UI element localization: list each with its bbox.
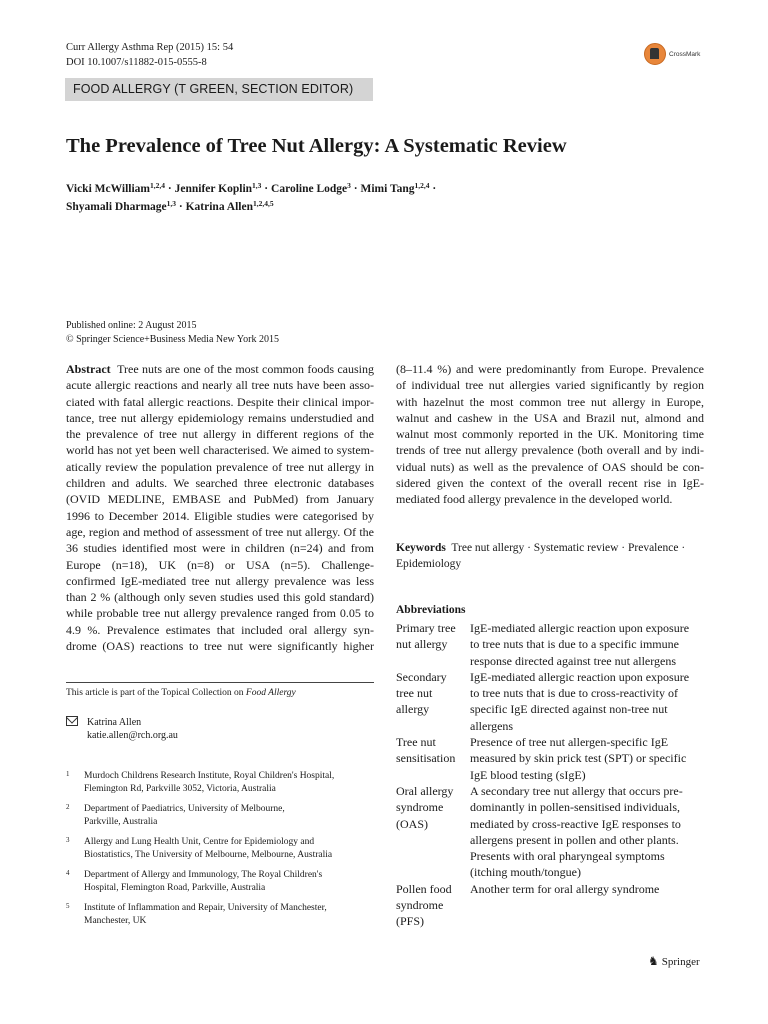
author: Katrina Allen xyxy=(185,201,253,213)
abstract-line: 1996 to December 2014. Eligible studies were categorised by xyxy=(66,508,374,523)
abbreviation-row xyxy=(396,734,708,783)
topical-prefix: This article is part of the Topical Collection on xyxy=(66,688,246,698)
abstract-left-column xyxy=(66,361,374,654)
doi[interactable]: DOI 10.1007/s11882-015-0555-8 xyxy=(66,57,207,68)
author-affiliation-ref: 1,2,4,5 xyxy=(253,199,274,208)
author: Caroline Lodge xyxy=(271,183,348,195)
author-separator: · xyxy=(432,183,437,195)
abstract-line: with hazelnut the most common tree nut allergy in Europe, xyxy=(396,394,704,409)
springer-horse-icon: ♞ xyxy=(648,954,659,968)
abstract-line: walnut most commonly reported in the UK. Monitoring time xyxy=(396,427,704,442)
affiliation: 5 Institute of Inflammation and Repair, University of Manchester, Manchester, UK xyxy=(66,902,327,926)
footnote-divider xyxy=(66,682,374,683)
topical-collection: Food Allergy xyxy=(245,688,296,698)
abbreviation-definition: IgE-mediated allergic reaction upon exposure to tree nuts that is due to cross-reactivity of specific IgE directed against non-tree nut allergens xyxy=(470,669,690,733)
abbreviations-title: Abbreviations xyxy=(396,604,466,616)
author-separator: · xyxy=(178,201,183,213)
author-affiliation-ref: 1,3 xyxy=(166,199,176,208)
abstract-line: age, region and method of assessment of tree nut allergy. Of the xyxy=(66,524,374,539)
abbreviation-term: Oral allergy syndrome (OAS) xyxy=(396,783,454,831)
abstract-label: Abstract xyxy=(66,362,111,376)
crossmark-label: CrossMark xyxy=(669,50,701,58)
abstract-line: atically review the population prevalence of tree nut allergy in xyxy=(66,459,374,474)
author-line-2 xyxy=(66,198,436,216)
abstract-line: sidered given the context of the overall recent rise in IgE- xyxy=(396,476,704,491)
article-title: The Prevalence of Tree Nut Allergy: A Systematic Review xyxy=(66,135,567,157)
author: Mimi Tang xyxy=(360,183,415,195)
author-separator: · xyxy=(167,183,172,195)
crossmark-badge[interactable] xyxy=(644,43,700,65)
affiliation: 3 Allergy and Lung Health Unit, Centre for Epidemiology and Biostatistics, The University of Melbourne, Melbourne, Australia xyxy=(66,836,333,860)
author-list xyxy=(66,180,436,216)
abstract-line: drome (OAS) reactions to tree nut were significantly higher xyxy=(66,639,374,654)
author: Vicki McWilliam xyxy=(66,183,151,195)
keywords-label: Keywords xyxy=(396,542,446,554)
author: Shyamali Dharmage xyxy=(66,201,167,213)
copyright: © Springer Science+Business Media New York 2015 xyxy=(66,334,279,345)
abstract-line: of individual tree nut allergies varied significantly by region xyxy=(396,378,704,393)
publisher-logo xyxy=(648,954,700,969)
contact-name: Katrina Allen xyxy=(87,717,142,728)
affiliation-number: 5 xyxy=(66,902,70,910)
affiliation: 2 Department of Paediatrics, University of Melbourne, Parkville, Australia xyxy=(66,803,285,827)
crossmark-icon xyxy=(644,43,666,65)
abstract-line: (8–11.4 %) and were predominantly from Europe. Prevalence xyxy=(396,362,704,376)
abbreviation-row xyxy=(396,620,708,669)
abbreviation-term: Pollen food syndrome (PFS) xyxy=(396,881,452,929)
affiliation: 4 Department of Allergy and Immunology, The Royal Children's Hospital, Flemington Road, Parkville, Australia xyxy=(66,869,323,893)
abbreviation-row xyxy=(396,881,708,930)
author-affiliation-ref: 1,2,4 xyxy=(414,181,430,190)
author-affiliation-ref: 3 xyxy=(347,181,351,190)
affiliations xyxy=(66,770,376,935)
abstract-line: (OVID MEDLINE, EMBASE and PubMed) from January xyxy=(66,492,374,507)
abstract-line: children and adults. We searched three electronic databases xyxy=(66,476,374,491)
abstract-line: confirmed IgE-mediated tree nut allergy prevalence was less xyxy=(66,573,374,588)
affiliation-number: 3 xyxy=(66,836,70,844)
abbreviation-definition: Presence of tree nut allergen-specific IgE measured by skin prick test (SPT) or specific IgE blood testing (sIgE) xyxy=(470,735,687,782)
author-affiliation-ref: 1,3 xyxy=(252,181,262,190)
abbreviation-row xyxy=(396,669,708,734)
abstract-line: ciated with fatal allergic reactions. Despite their clinical impor- xyxy=(66,394,374,409)
abstract-line: Europe (n=18), UK (n=8) or USA (n=5). Challenge- xyxy=(66,557,374,572)
abstract-line: trends of tree nut allergy prevalence (both overall and by indi- xyxy=(396,443,704,458)
author-separator: · xyxy=(264,183,269,195)
abbreviation-definition: Another term for oral allergy syndrome xyxy=(470,881,660,896)
abstract-line: world has not yet been well characterised. We aimed to system- xyxy=(66,443,374,458)
affiliation-number: 2 xyxy=(66,803,70,811)
abstract-right-column xyxy=(396,361,704,508)
published-date: Published online: 2 August 2015 xyxy=(66,320,197,331)
abbreviation-definition: A secondary tree nut allergy that occurs pre- dominantly in pollen-sensitised individuals, mediated by cross-reactive IgE responses to allergens present in pollen and other plants. Presents with oral pharyngeal symptoms (itching mouth/tongue) xyxy=(470,783,683,880)
publisher-name: Springer xyxy=(661,955,700,968)
abbreviation-term: Secondary tree nut allergy xyxy=(396,669,447,717)
affiliation: 1 Murdoch Childrens Research Institute, Royal Children's Hospital, Flemington Rd, Parkville 3052, Victoria, Australia xyxy=(66,770,335,794)
topical-collection-note xyxy=(66,688,296,698)
contact-email[interactable]: katie.allen@rch.org.au xyxy=(87,730,178,741)
envelope-icon xyxy=(66,716,78,726)
abstract-line: vidual nuts) as well as the prevalence of OAS should be con- xyxy=(396,459,704,474)
abbreviations-table xyxy=(396,620,708,930)
abbreviation-term: Tree nut sensitisation xyxy=(396,735,456,766)
abbreviation-definition: IgE-mediated allergic reaction upon exposure to tree nuts that is due to a specific immune response directed against tree nut allergens xyxy=(470,621,690,668)
keywords-text: Epidemiology xyxy=(396,558,462,570)
abbreviation-term: Primary tree nut allergy xyxy=(396,621,456,652)
keywords-text: Tree nut allergy · Systematic review · Prevalence · xyxy=(451,542,686,554)
abstract-line: than 2 % (although only seven studies used this gold standard) xyxy=(66,590,374,605)
author-separator: · xyxy=(353,183,358,195)
section-banner: FOOD ALLERGY (T GREEN, SECTION EDITOR) xyxy=(65,78,373,101)
abstract-line: walnut and cashew in the USA and Brazil nut, almond and xyxy=(396,410,704,425)
journal-citation: Curr Allergy Asthma Rep (2015) 15: 54 xyxy=(66,42,234,53)
abstract-line: the prevalence of tree nut allergy in different regions of the xyxy=(66,427,374,442)
affiliation-number: 1 xyxy=(66,770,70,778)
keywords xyxy=(396,540,706,572)
author-line-1 xyxy=(66,180,436,198)
author-affiliation-ref: 1,2,4 xyxy=(150,181,166,190)
abstract-line: while probable tree nut allergy prevalence ranged from 0.05 to xyxy=(66,606,374,621)
abstract-line: tance, tree nut allergy epidemiology remains understudied and xyxy=(66,410,374,425)
abstract-line: mediated food allergy prevalence in the developed world. xyxy=(396,492,673,507)
abstract-line: acute allergic reactions and nearly all tree nuts have been asso- xyxy=(66,378,374,393)
abbreviation-row xyxy=(396,783,708,881)
affiliation-number: 4 xyxy=(66,869,70,877)
publication-info xyxy=(66,319,279,347)
abstract-line: 36 studies identified most were in children (n=24) and from xyxy=(66,541,374,556)
corresponding-author xyxy=(66,716,178,742)
abstract-line: Abstract Tree nuts are one of the most common foods causing xyxy=(66,362,374,376)
abstract-line: 4.9 %. Prevalence estimates that included oral allergy syn- xyxy=(66,622,374,637)
author: Jennifer Koplin xyxy=(174,183,253,195)
journal-header xyxy=(66,40,233,70)
